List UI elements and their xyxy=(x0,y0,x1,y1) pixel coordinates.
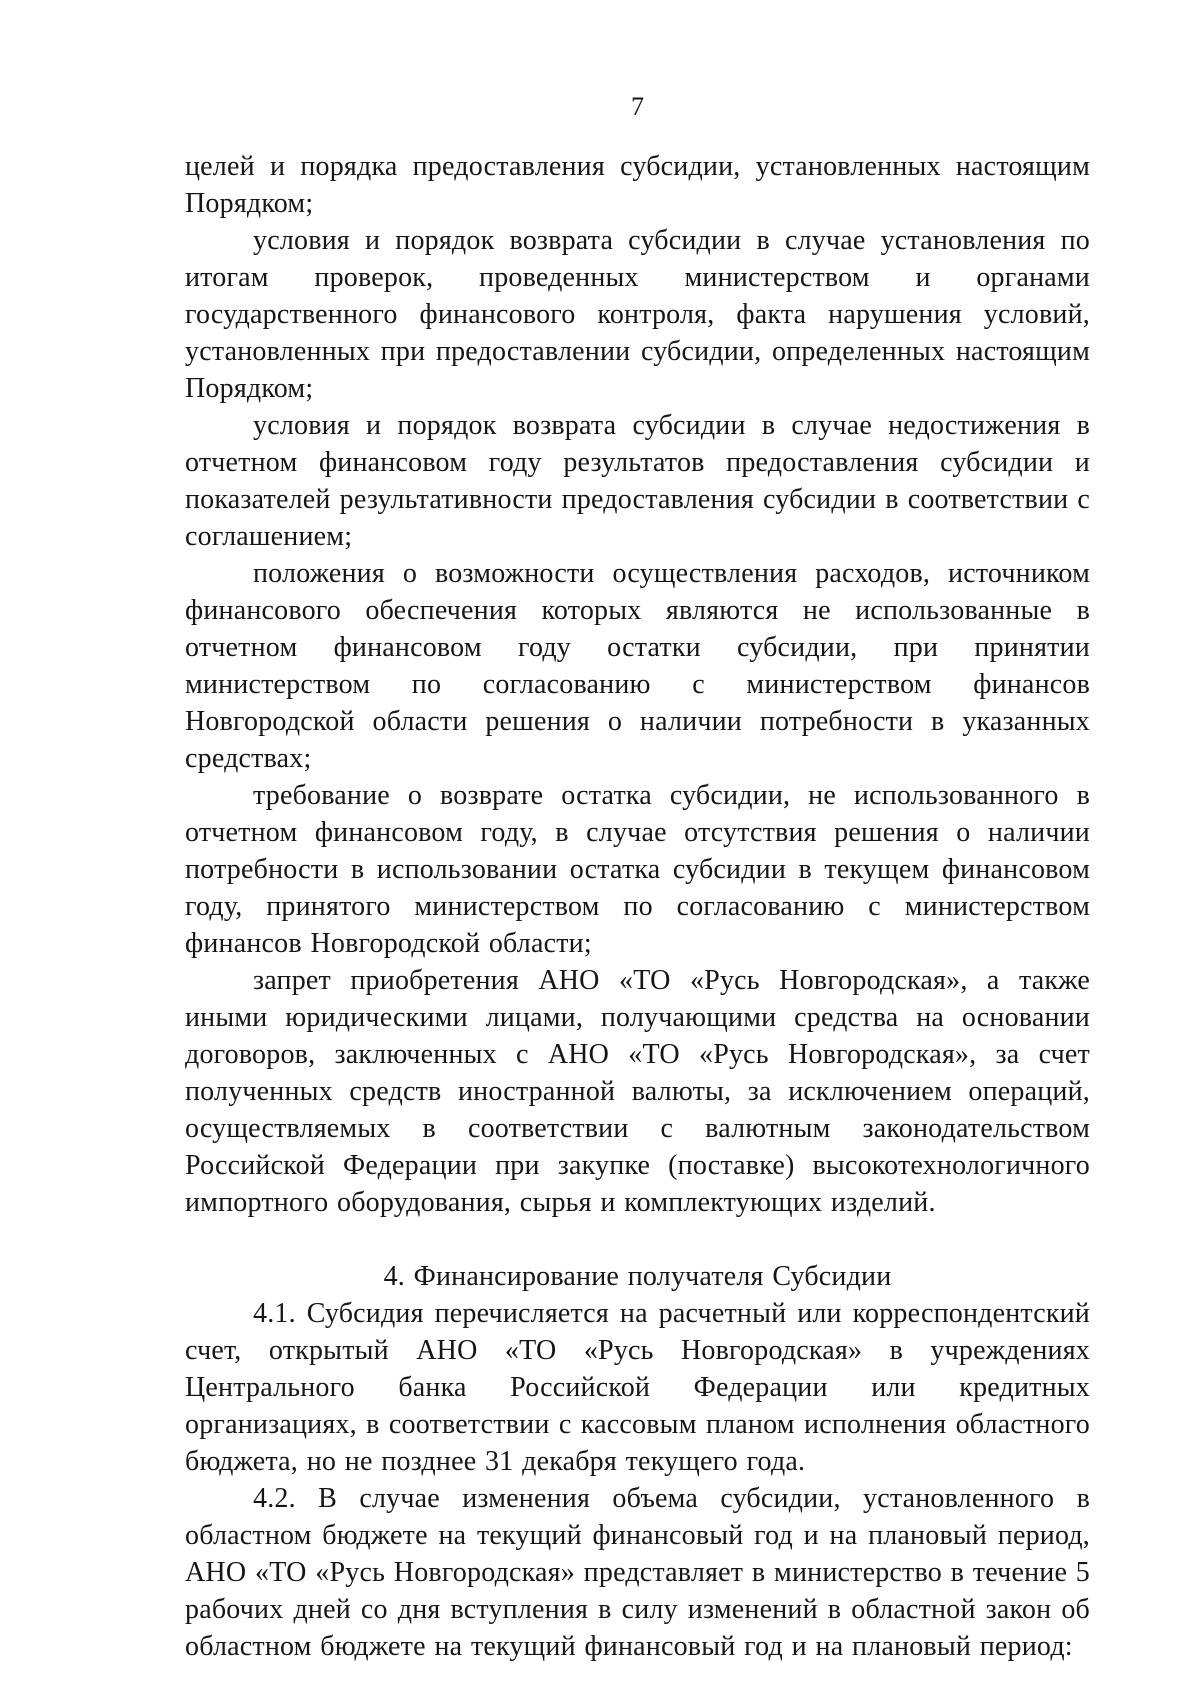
paragraph-4-1: 4.1. Субсидия перечисляется на расчетный или корреспондентский счет, открытый АНО «ТО «Русь Новгородская» в учреждениях Центрального банка Российской Федерации или кредитных организациях, в соответствии с кассовым планом исполнения областного бюджета, но не позднее 31 декабря текущего года. xyxy=(185,1298,1090,1477)
document-body xyxy=(185,148,1090,1665)
page-number: 7 xyxy=(631,92,644,121)
paragraph-return-conditions-results: условия и порядок возврата субсидии в случае недостижения в отчетном финансовом году результатов предоставления субсидии и показателей результативности предоставления субсидии в соответствии с соглашением; xyxy=(185,410,1090,552)
paragraph-unused-balance-provisions: положения о возможности осуществления расходов, источником финансового обеспечения которых являются не использованные в отчетном финансовом году остатки субсидии, при принятии министерством по согласованию с министерством финансов Новгородской области решения о наличии потребности в указанных средствах; xyxy=(185,558,1090,774)
section-heading: 4. Финансирование получателя Субсидии xyxy=(383,1261,892,1292)
paragraph-continuation: целей и порядка предоставления субсидии, установленных настоящим Порядком; xyxy=(185,151,1090,219)
paragraph-4-2: 4.2. В случае изменения объема субсидии, установленного в областном бюджете на текущий финансовый год и на плановый период, АНО «ТО «Русь Новгородская» представляет в министерство в течение 5 рабочих дней со дня вступления в силу изменений в областной закон об областном бюджете на текущий финансовый год и на плановый период: xyxy=(185,1483,1090,1662)
paragraph-balance-return-requirement: требование о возврате остатка субсидии, не использованного в отчетном финансовом году, в случае отсутствия решения о наличии потребности в использовании остатка субсидии в текущем финансовом году, принятого министерством по согласованию с министерством финансов Новгородской области; xyxy=(185,780,1090,959)
paragraph-return-conditions-checks: условия и порядок возврата субсидии в случае установления по итогам проверок, проведенных министерством и органами государственного финансового контроля, факта нарушения условий, установленных при предоставлении субсидии, определенных настоящим Порядком; xyxy=(185,225,1090,404)
paragraph-foreign-currency-ban: запрет приобретения АНО «ТО «Русь Новгородская», а также иными юридическими лицами, получающими средства на основании договоров, заключенных с АНО «ТО «Русь Новгородская», за счет полученных средств иностранной валюты, за исключением операций, осуществляемых в соответствии с валютным законодательством Российской Федерации при закупке (поставке) высокотехнологичного импортного оборудования, сырья и комплектующих изделий. xyxy=(185,965,1090,1218)
